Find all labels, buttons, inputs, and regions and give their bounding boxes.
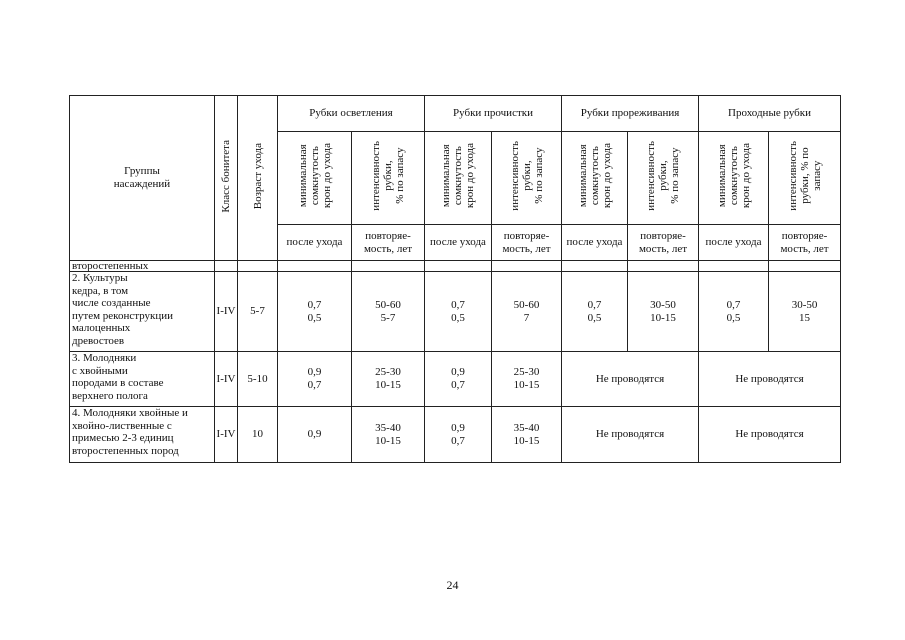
header-groups-label: Группы насаждений: [113, 165, 171, 190]
header-care-age: [238, 96, 278, 261]
unit-repeat-years: повторяе- мость, лет: [769, 225, 841, 261]
subheader-cell: [628, 132, 699, 225]
unit-after-care: после ухода: [425, 225, 492, 261]
value-cell: 0,9 0,7: [425, 407, 492, 463]
row-class: I-IV: [215, 272, 238, 352]
empty-cell: [769, 261, 841, 272]
continuation-label: второстепенных: [70, 261, 215, 272]
value-cell: 0,9: [278, 407, 352, 463]
subheader-intensity: интенсивность рубки, % по запасу: [786, 141, 823, 211]
empty-cell: [238, 261, 278, 272]
row-age: 5-10: [238, 352, 278, 407]
subheader-cell: [278, 132, 352, 225]
subheader-intensity: интенсивность рубки, % по запасу: [645, 141, 681, 211]
subheader-cell: [562, 132, 628, 225]
table-row: [70, 407, 841, 463]
row-class: I-IV: [215, 352, 238, 407]
header-cut-thinning: Рубки прореживания: [562, 96, 699, 132]
empty-cell: [425, 261, 492, 272]
not-performed-cell: Не проводятся: [562, 352, 699, 407]
header-site-class: [215, 96, 238, 261]
header-groups: [70, 96, 215, 261]
subheader-min-closure: минимальная сомкнутость крон до ухода: [715, 143, 752, 209]
value-cell: 0,7 0,5: [699, 272, 769, 352]
empty-cell: [352, 261, 425, 272]
unit-repeat-years: повторяе- мость, лет: [492, 225, 562, 261]
value-cell: 50-60 5-7: [352, 272, 425, 352]
unit-after-care: после ухода: [562, 225, 628, 261]
value-cell: 50-60 7: [492, 272, 562, 352]
value-cell: 25-30 10-15: [352, 352, 425, 407]
forest-care-table: [69, 95, 841, 463]
subheader-cell: [769, 132, 841, 225]
unit-after-care: после ухода: [699, 225, 769, 261]
header-row-1: [70, 96, 841, 132]
header-cut-cleaning: Рубки осветления: [278, 96, 425, 132]
header-cut-thinning-early: Рубки прочистки: [425, 96, 562, 132]
subheader-cell: [352, 132, 425, 225]
empty-cell: [628, 261, 699, 272]
subheader-cell: [699, 132, 769, 225]
unit-repeat-years: повторяе- мость, лет: [628, 225, 699, 261]
value-cell: 0,9 0,7: [425, 352, 492, 407]
header-site-class-label: Класс бонитета: [220, 139, 232, 213]
header-cut-passing: Проходные рубки: [699, 96, 841, 132]
value-cell: 0,7 0,5: [562, 272, 628, 352]
row-age: 10: [238, 407, 278, 463]
table-row: [70, 352, 841, 407]
empty-cell: [278, 261, 352, 272]
not-performed-cell: Не проводятся: [699, 352, 841, 407]
subheader-intensity: интенсивность рубки, % по запасу: [508, 141, 545, 211]
not-performed-cell: Не проводятся: [562, 407, 699, 463]
row-group-mixed-young: 4. Молодняки хвойные и хвойно-лиственные с примесью 2-3 единиц второстепенных пород: [70, 407, 215, 463]
subheader-cell: [492, 132, 562, 225]
header-care-age-label: Возраст ухода: [251, 142, 264, 210]
empty-cell: [492, 261, 562, 272]
value-cell: 35-40 10-15: [492, 407, 562, 463]
unit-after-care: после ухода: [278, 225, 352, 261]
empty-cell: [562, 261, 628, 272]
forest-care-table-container: [69, 95, 840, 463]
row-group-cedar: 2. Культуры кедра, в том числе созданные путем реконструкции малоценных древостоев: [70, 272, 215, 352]
page-number: 24: [446, 578, 459, 592]
value-cell: 30-50 10-15: [628, 272, 699, 352]
value-cell: 25-30 10-15: [492, 352, 562, 407]
subheader-min-closure: минимальная сомкнутость крон до ухода: [440, 143, 476, 209]
continuation-row: [70, 261, 841, 272]
subheader-min-closure: минимальная сомкнутость крон до ухода: [576, 143, 613, 209]
empty-cell: [215, 261, 238, 272]
subheader-intensity: интенсивность рубки, % по запасу: [370, 141, 406, 211]
unit-repeat-years: повторяе- мость, лет: [352, 225, 425, 261]
row-class: I-IV: [215, 407, 238, 463]
subheader-cell: [425, 132, 492, 225]
value-cell: 30-50 15: [769, 272, 841, 352]
empty-cell: [699, 261, 769, 272]
value-cell: 0,9 0,7: [278, 352, 352, 407]
value-cell: 0,7 0,5: [425, 272, 492, 352]
not-performed-cell: Не проводятся: [699, 407, 841, 463]
value-cell: 0,7 0,5: [278, 272, 352, 352]
table-row: [70, 272, 841, 352]
row-age: 5-7: [238, 272, 278, 352]
value-cell: 35-40 10-15: [352, 407, 425, 463]
row-group-conifer-young: 3. Молодняки с хвойными породами в составе верхнего полога: [70, 352, 215, 407]
subheader-min-closure: минимальная сомкнутость крон до ухода: [296, 143, 333, 209]
